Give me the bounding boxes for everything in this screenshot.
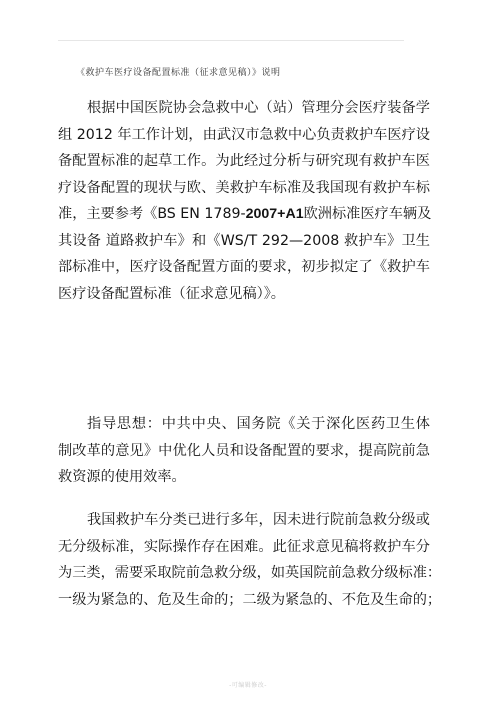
paragraph-line: 组 2012 年工作计划，由武汉市急救中心负责救护车医疗设 <box>58 126 430 143</box>
paragraph-line-part: 准，主要参考《BS EN 1789- <box>58 206 246 222</box>
paragraph-line: 根据中国医院协会急救中心（站）管理分会医疗装备学 <box>87 100 430 116</box>
standard-code: 2007+A1 <box>245 206 304 222</box>
paragraph-line: 我国救护车分类已进行多年，因未进行院前急救分级或 <box>87 512 430 528</box>
paragraph-line: 指导思想：中共中央、国务院《关于深化医药卫生体 <box>87 416 430 432</box>
document-title: 《救护车医疗设备配置标准（征求意见稿）》说明 <box>76 68 281 78</box>
paragraph-line-mixed <box>58 201 430 228</box>
paragraph-line-part: 欧洲标准医疗车辆及 <box>303 206 432 222</box>
header-rule <box>58 40 404 41</box>
paragraph-line: 制改革的意见》中优化人员和设备配置的要求，提高院前急 <box>58 442 430 459</box>
paragraph-background <box>58 95 430 307</box>
paragraph-line: 医疗设备配置标准（征求意见稿）》。 <box>58 285 285 302</box>
paragraph-line: 无分级标准，实际操作存在困难。此征求意见稿将救护车分 <box>58 538 430 555</box>
page-footer: -可编辑修改- <box>229 682 267 689</box>
paragraph-line: 一级为紧急的、危及生命的；二级为紧急的、不危及生命的； <box>58 591 442 608</box>
paragraph-line: 其设备 道路救护车》和《WS/T 292—2008 救护车》卫生 <box>58 232 430 249</box>
paragraph-classification <box>58 507 442 613</box>
paragraph-line: 部标准中，医疗设备配置方面的要求，初步拟定了《救护车 <box>58 259 430 275</box>
paragraph-guiding-idea <box>58 411 430 491</box>
paragraph-line: 疗设备配置的现状与欧、美救护车标准及我国现有救护车标 <box>58 179 430 196</box>
paragraph-line: 备配置标准的起草工作。为此经过分析与研究现有救护车医 <box>58 153 430 169</box>
paragraph-line: 为三类，需要采取院前急救分级，如英国院前急救分级标准： <box>58 565 442 581</box>
paragraph-line: 救资源的使用效率。 <box>58 469 186 485</box>
